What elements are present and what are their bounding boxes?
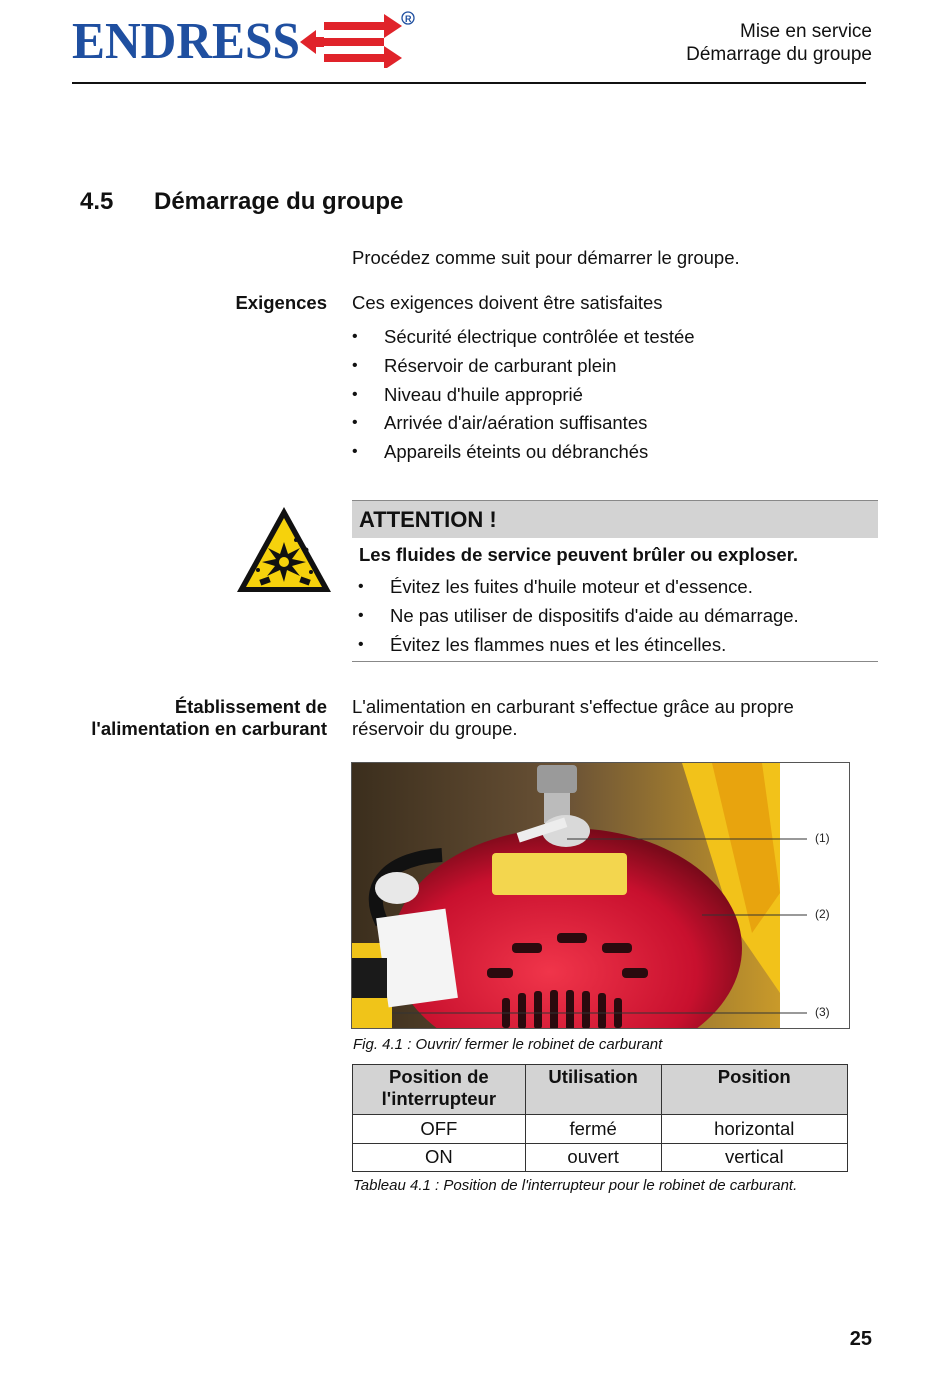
table-row: [353, 1143, 848, 1172]
fuel-label-line2: l'alimentation en carburant: [91, 718, 327, 739]
intro-text: Procédez comme suit pour démarrer le groupe.: [352, 247, 740, 268]
table-cell: ON: [353, 1143, 526, 1172]
list-item: • Appareils éteints ou débranchés: [352, 438, 695, 467]
warning-list: [358, 573, 799, 659]
requirements-lead: Ces exigences doivent être satisfaites: [352, 292, 663, 313]
table-row: [353, 1115, 848, 1144]
switch-position-table: [352, 1064, 848, 1172]
table-header-row: [353, 1065, 848, 1115]
header-section: Démarrage du groupe: [686, 44, 872, 65]
table-cell: ouvert: [525, 1143, 661, 1172]
running-header: [686, 20, 872, 66]
header-chapter: Mise en service: [740, 21, 872, 42]
callout-1: (1): [815, 831, 830, 845]
logo-arrows-icon: [300, 14, 402, 68]
list-item: • Évitez les fuites d'huile moteur et d'essence.: [358, 573, 799, 602]
section-heading: [80, 188, 403, 216]
requirements-label: Exigences: [235, 292, 327, 313]
table-cell: fermé: [525, 1115, 661, 1144]
svg-text:R: R: [405, 14, 412, 24]
header-divider: [72, 82, 866, 84]
callout-2: (2): [815, 907, 830, 921]
page-number: 25: [849, 1328, 872, 1350]
fuel-text-line2: réservoir du groupe.: [352, 718, 518, 739]
callout-3: (3): [815, 1005, 830, 1019]
list-item: • Niveau d'huile approprié: [352, 381, 695, 410]
fuel-label: [91, 696, 327, 740]
requirements-list: [352, 323, 695, 467]
logo-text: ENDRESS: [72, 13, 300, 68]
list-item: • Arrivée d'air/aération suffisantes: [352, 409, 695, 438]
table-cell: vertical: [661, 1143, 847, 1172]
list-item: • Sécurité électrique contrôlée et testée: [352, 323, 695, 352]
column-header: Position: [661, 1065, 847, 1115]
section-number: 4.5: [80, 188, 114, 215]
column-header: Utilisation: [525, 1065, 661, 1115]
warning-bottom-rule: [352, 661, 878, 662]
endress-logo: [72, 8, 422, 68]
explosive-warning-icon: [234, 504, 334, 596]
figure-caption: Fig. 4.1 : Ouvrir/ fermer le robinet de carburant: [353, 1036, 663, 1053]
fuel-text-line1: L'alimentation en carburant s'effectue grâce au propre: [352, 696, 794, 717]
table-caption: Tableau 4.1 : Position de l'interrupteur pour le robinet de carburant.: [353, 1177, 798, 1194]
list-item: • Ne pas utiliser de dispositifs d'aide au démarrage.: [358, 602, 799, 631]
table-cell: horizontal: [661, 1115, 847, 1144]
fuel-text: [352, 696, 794, 740]
engine-photo: [351, 762, 850, 1029]
column-header: Position de l'interrupteur: [353, 1065, 526, 1115]
warning-heading: ATTENTION !: [352, 501, 878, 538]
list-item: • Évitez les flammes nues et les étincelles.: [358, 631, 799, 660]
warning-subtitle: Les fluides de service peuvent brûler ou exploser.: [359, 544, 799, 565]
table-cell: OFF: [353, 1115, 526, 1144]
fuel-label-line1: Établissement de: [174, 696, 327, 717]
section-title: Démarrage du groupe: [154, 188, 404, 215]
list-item: • Réservoir de carburant plein: [352, 352, 695, 381]
